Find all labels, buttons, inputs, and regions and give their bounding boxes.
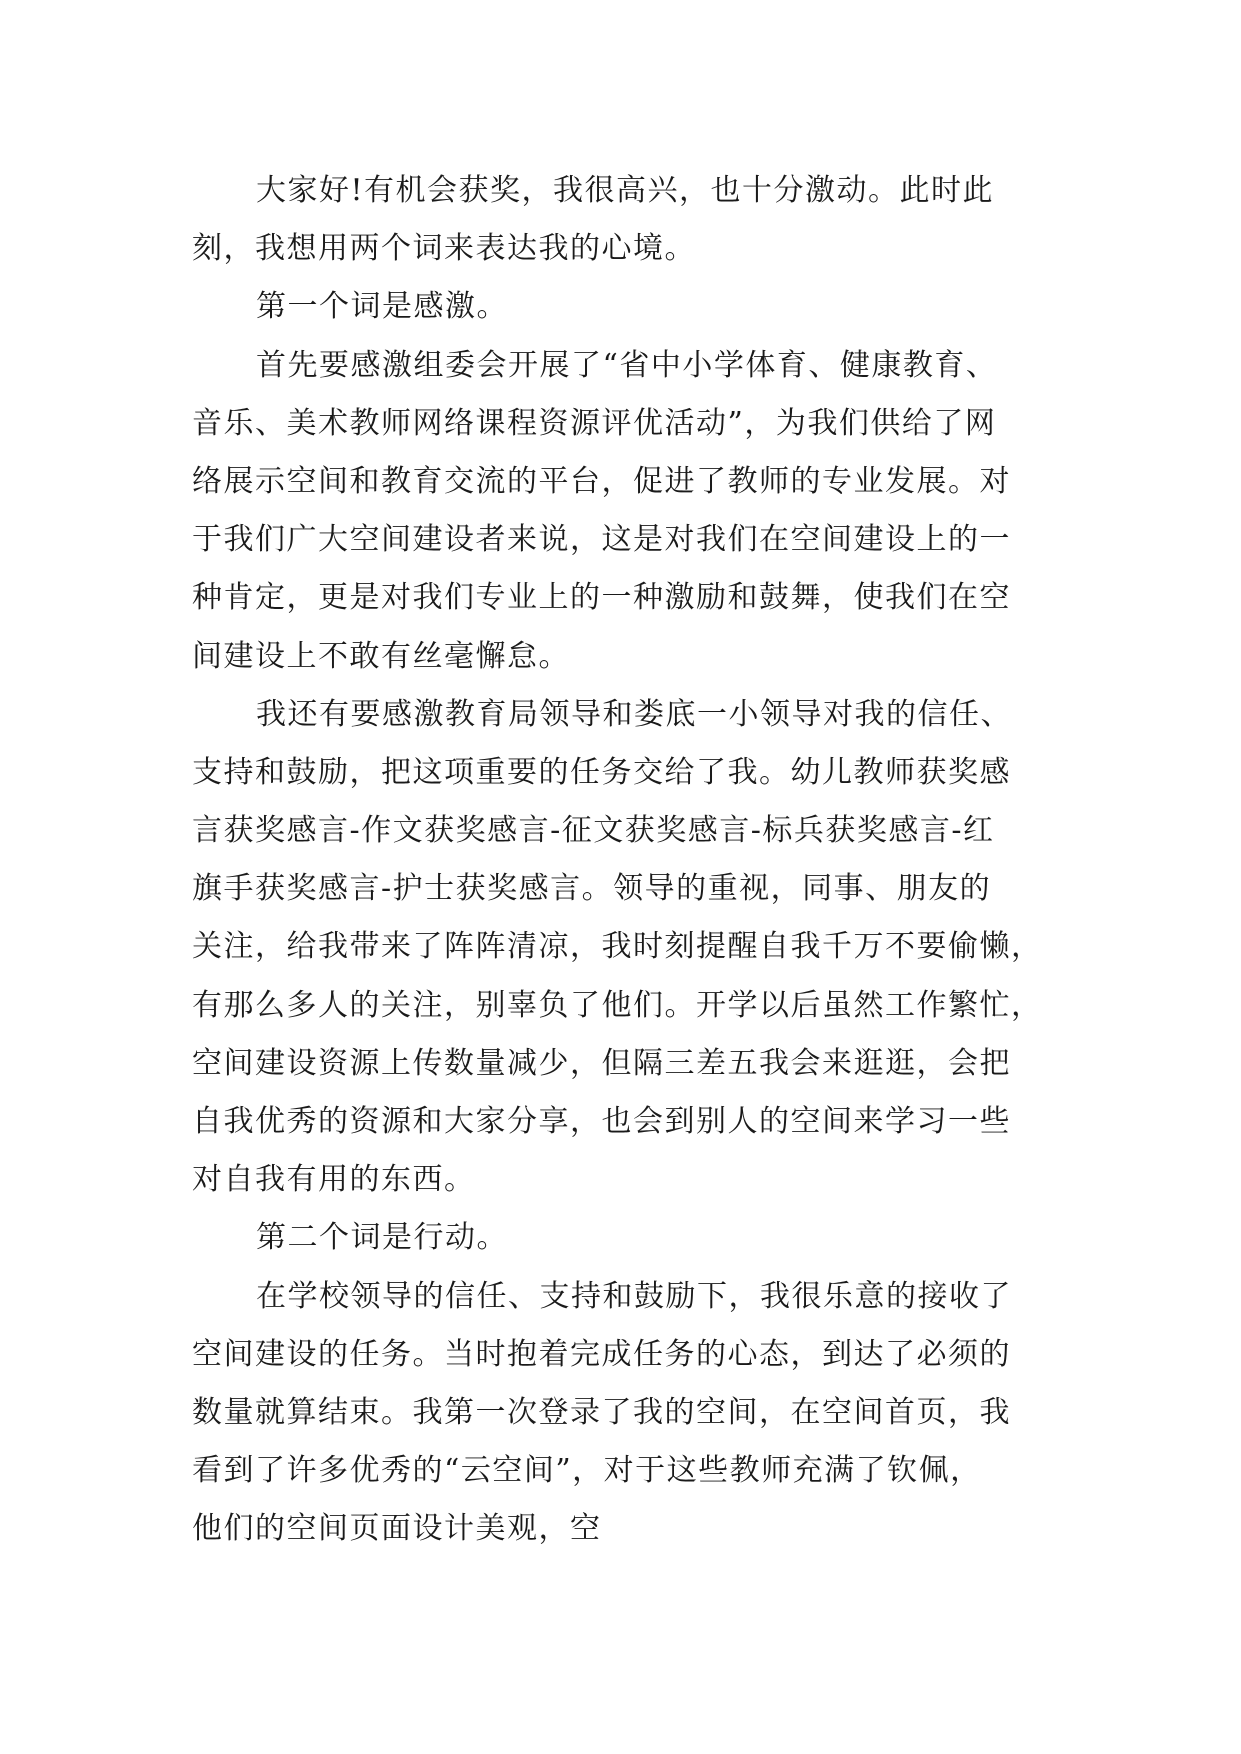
text-line: 第一个词是感激。	[256, 289, 508, 325]
text-line: 数量就算结束。我第一次登录了我的空间，在空间首页，我	[192, 1394, 1011, 1430]
text-line: 音乐、美术教师网络课程资源评优活动”，为我们供给了网	[192, 405, 997, 441]
text-line: 自我优秀的资源和大家分享，也会到别人的空间来学习一些	[192, 1104, 1011, 1139]
text-line: 空间建设的任务。当时抱着完成任务的心态，到达了必须的	[192, 1336, 1011, 1372]
text-line: 有那么多人的关注，别辜负了他们。开学以后虽然工作繁忙，	[192, 987, 1043, 1023]
text-line: 看到了许多优秀的“云空间”，对于这些教师充满了钦佩，	[192, 1453, 982, 1489]
text-line: 我还有要感激教育局领导和娄底一小领导对我的信任、	[256, 696, 1012, 732]
text-line: 空间建设资源上传数量减少，但隔三差五我会来逛逛，会把	[192, 1045, 1011, 1081]
text-line: 在学校领导的信任、支持和鼓励下，我很乐意的接收了	[256, 1278, 1012, 1314]
text-line: 络展示空间和教育交流的平台，促进了教师的专业发展。对	[192, 463, 1011, 499]
text-line: 支持和鼓励，把这项重要的任务交给了我。幼儿教师获奖感	[192, 754, 1011, 790]
text-line: 旗手获奖感言-护士获奖感言。领导的重视，同事、朋友的	[192, 871, 992, 907]
text-line: 首先要感激组委会开展了“省中小学体育、健康教育、	[256, 347, 998, 383]
text-line: 种肯定，更是对我们专业上的一种激励和鼓舞，使我们在空	[192, 580, 1011, 616]
text-line: 刻，我想用两个词来表达我的心境。	[192, 231, 696, 267]
text-line: 于我们广大空间建设者来说，这是对我们在空间建设上的一	[192, 522, 1011, 558]
text-line: 他们的空间页面设计美观，空	[192, 1511, 602, 1547]
text-line: 关注，给我带来了阵阵清凉，我时刻提醒自我千万不要偷懒，	[192, 929, 1043, 965]
text-line: 第二个词是行动。	[256, 1220, 508, 1256]
text-line: 间建设上不敢有丝毫懈怠。	[192, 638, 570, 674]
text-line: 言获奖感言-作文获奖感言-征文获奖感言-标兵获奖感言-红	[192, 813, 995, 849]
text-line: 大家好!有机会获奖，我很高兴，也十分激动。此时此	[256, 173, 995, 208]
text-line: 对自我有用的东西。	[192, 1162, 476, 1198]
body-text	[192, 162, 1072, 1559]
